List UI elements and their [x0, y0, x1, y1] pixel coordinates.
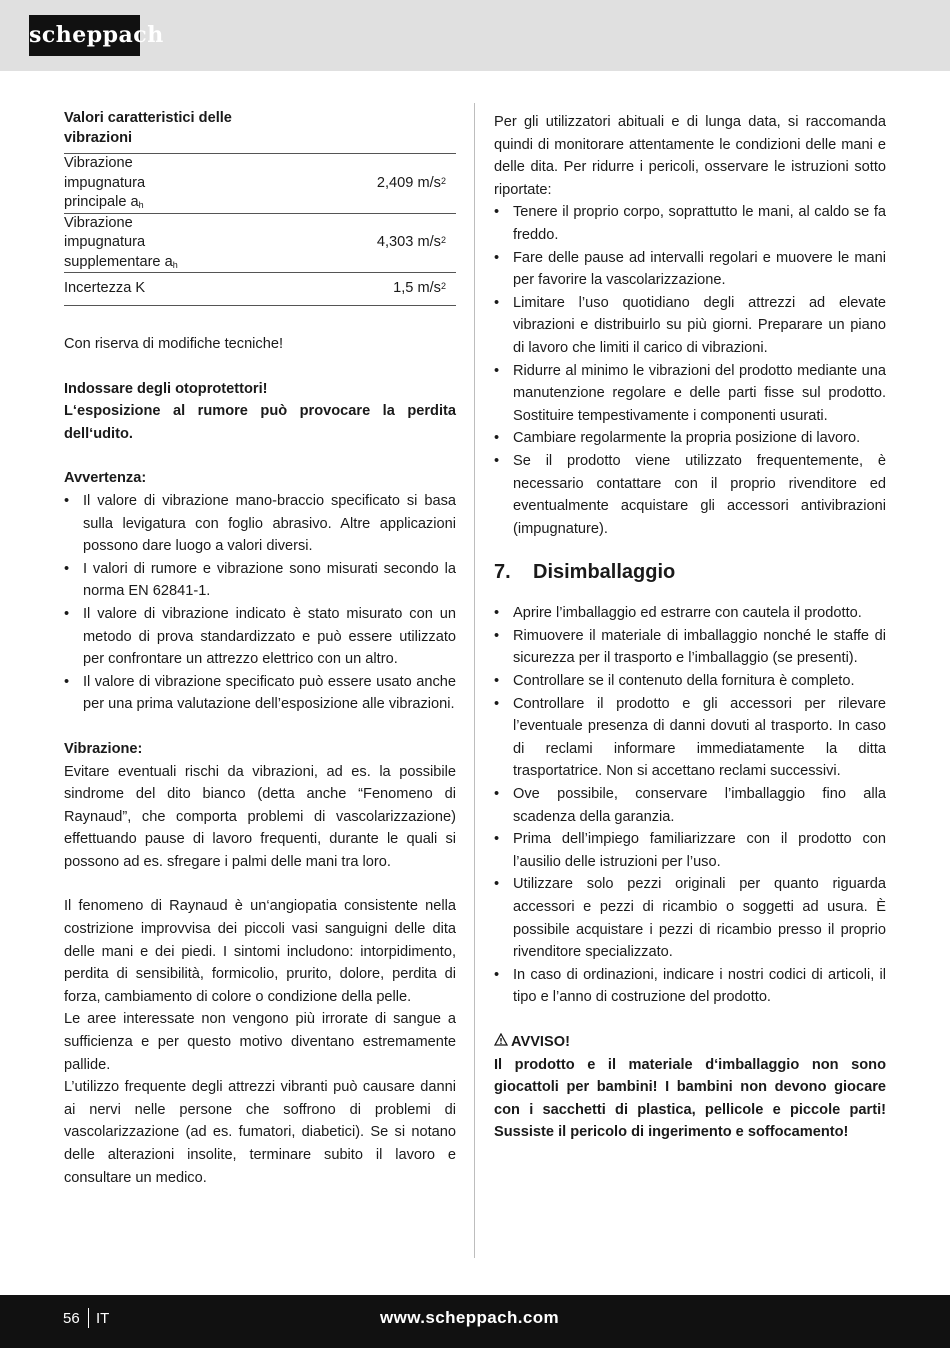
page-footer: [0, 1295, 950, 1348]
raynaud-paragraph-1: Il fenomeno di Raynaud è un‘angiopatia consistente nella costrizione improvvisa dei piccoli vasi sanguigni delle dita delle mani e dei piedi. I sintomi includono: intorpidimento, perdita di sensibilità, formicolio, prurito, dolore, perdita di forza, cambiamento di colore o condizione della pelle.: [64, 898, 456, 1005]
warning-text: Il prodotto e il materiale d‘imballaggio non sono giocattoli per bambini! I bambini non devono giocare con i sacchetti di plastica, pellicole e piccole parti! Sussiste il pericolo di ingerimento e soffocamento!: [494, 1056, 886, 1141]
warning-heading: [494, 1031, 886, 1054]
section-heading: [494, 555, 886, 589]
website-link[interactable]: www.scheppach.com: [380, 1308, 560, 1327]
list-item: • In caso di ordinazioni, indicare i nostri codici di articoli, il tipo e l’anno di costruzione del prodotto.: [494, 964, 886, 1009]
list-item: • Controllare se il contenuto della fornitura è completo.: [494, 670, 886, 693]
warning-triangle-icon: [494, 1031, 511, 1054]
intro-paragraph: Per gli utilizzatori abituali e di lunga data, si raccomanda quindi di monitorare attentamente le condizioni delle mani e delle dita. Per ridurre i pericoli, osservare le istruzioni sotto riportate:: [494, 114, 886, 198]
table-row: [64, 154, 456, 214]
list-item: • Controllare il prodotto e gli accessori per rilevare l’eventuale presenza di danni dovuti al trasporto. In caso di reclami informare immediatamente la ditta trasportatrice. Non si accettano reclami successivi.: [494, 693, 886, 783]
table-row-label: Vibrazione impugnatura supplementare $a_h$: [64, 213, 377, 273]
table-title: Valori caratteristici delle vibrazioni: [64, 108, 456, 154]
table-row-value: 2,409 $m/s^2$: [377, 154, 456, 214]
table-row: [64, 273, 456, 306]
column-divider: [474, 103, 475, 1258]
list-item: • Utilizzare solo pezzi originali per quanto riguarda accessori e pezzi di ricambio o soggetti ad usura. È possibile acquistare i pezzi di ricambio presso il proprio rivenditore specializzato.: [494, 873, 886, 963]
table-row-value: 4,303 $m/s^2$: [377, 213, 456, 273]
raynaud-paragraph-2: Le aree interessate non vengono più irrorate di sangue a sufficienza e per questo motivo diventano estremamente pallide.: [64, 1011, 456, 1073]
vibrazione-title: Vibrazione:: [64, 740, 143, 757]
vibration-table: [64, 108, 456, 306]
list-item: • Se il prodotto viene utilizzato frequentemente, è necessario contattare con il proprio rivenditore ed eventualmente acquistare gli accessori antivibrazioni (impugnature).: [494, 450, 886, 540]
warning-title: AVVISO!: [511, 1033, 570, 1050]
list-item: • I valori di rumore e vibrazione sono misurati secondo la norma EN 62841-1.: [64, 558, 456, 603]
page-number: 56: [63, 1310, 80, 1327]
list-item: • Il valore di vibrazione mano-braccio specificato si basa sulla levigatura con foglio abrasivo. Altre applicazioni possono dare luogo a valori diversi.: [64, 490, 456, 558]
hearing-warning-text: L‘esposizione al rumore può provocare la perdita dell‘udito.: [64, 403, 456, 442]
hearing-warning-title: Indossare degli otoprotettori!: [64, 380, 268, 397]
reserve-note: Con riserva di modifiche tecniche!: [64, 336, 284, 352]
avvertenza-title: Avvertenza:: [64, 470, 147, 487]
list-item: • Il valore di vibrazione indicato è stato misurato con un metodo di prova standardizzato e può essere utilizzato per confrontare un attrezzo elettrico con un altro.: [64, 603, 456, 671]
list-item: • Rimuovere il materiale di imballaggio nonché le staffe di sicurezza per il trasporto e l’imballaggio (se presenti).: [494, 625, 886, 670]
raynaud-paragraph-3: L’utilizzo frequente degli attrezzi vibranti può causare danni ai nervi nelle persone che soffrono di problemi di vascolarizzazione (ad es. fumatori, diabetici). Se si notano delle alterazioni insolite, terminare subito il lavoro e consultare un medico.: [64, 1079, 456, 1186]
language-code: IT: [96, 1310, 110, 1327]
table-row-label: Incertezza K: [64, 273, 377, 306]
list-item: • Prima dell’impiego familiarizzare con il prodotto con l’ausilio delle istruzioni per l’uso.: [494, 828, 886, 873]
list-item: • Aprire l’imballaggio ed estrarre con cautela il prodotto.: [494, 602, 886, 625]
list-item: • Ove possibile, conservare l’imballaggio fino alla scadenza della garanzia.: [494, 783, 886, 828]
unpacking-list: [494, 602, 886, 1009]
list-item: • Ridurre al minimo le vibrazioni del prodotto mediante una manutenzione regolare e delle parti fisse sul prodotto. Sostituire tempestivamente i componenti usurati.: [494, 360, 886, 428]
right-column: [494, 111, 886, 1144]
list-item: • Fare delle pause ad intervalli regolari e muovere le mani per favorire la vascolarizzazione.: [494, 247, 886, 292]
section-title: Disimballaggio: [533, 561, 676, 584]
page-header: [0, 0, 950, 71]
table-title-row: [64, 108, 456, 154]
list-item: • Cambiare regolarmente la propria posizione di lavoro.: [494, 427, 886, 450]
table-row-value: 1,5 $m/s^2$: [377, 273, 456, 306]
table-row: [64, 213, 456, 273]
left-column: [64, 108, 456, 1189]
list-item: • Limitare l’uso quotidiano degli attrezzi ad elevate vibrazioni e distribuirlo su più giorni. Preparare un piano di lavoro che limiti il carico di vibrazioni.: [494, 292, 886, 360]
list-item: • Tenere il proprio corpo, soprattutto le mani, al caldo se fa freddo.: [494, 201, 886, 246]
vibrazione-text: Evitare eventuali rischi da vibrazioni, ad es. la possibile sindrome del dito bianco (detta anche “Fenomeno di Raynaud”, che comporta problemi di vascolarizzazione) effettuando pause di lavoro frequenti, durante le quali si possono ad es. sfregare i palmi delle mani tra loro.: [64, 763, 456, 870]
list-item: • Il valore di vibrazione specificato può essere usato anche per una prima valutazione dell’esposizione alle vibrazioni.: [64, 671, 456, 716]
scheppach-logo: scheppach: [29, 15, 140, 56]
vibration-tips-list: [494, 201, 886, 540]
avvertenza-list: [64, 490, 456, 716]
section-number: 7.: [494, 561, 511, 584]
footer-separator: [88, 1308, 89, 1328]
table-row-label: Vibrazione impugnatura principale $a_h$: [64, 154, 377, 214]
